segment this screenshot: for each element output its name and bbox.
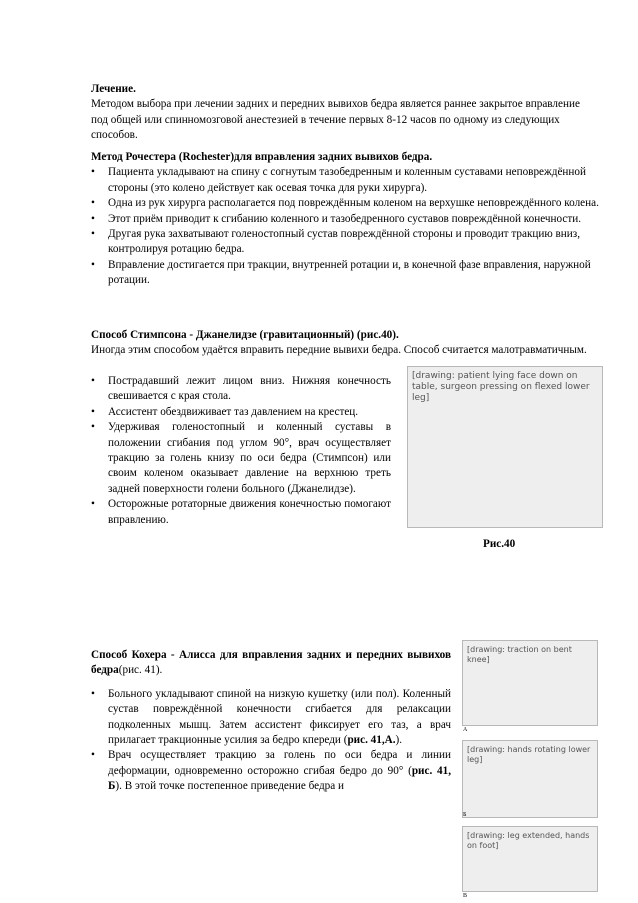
kocher-item2-text: Врач осуществляет тракцию за голень по оси бедра и линии деформации, одновременно осторожно сгибая бедро до 90° (	[108, 749, 451, 777]
treatment-section	[91, 82, 599, 144]
list-item: • Пациента укладывают на спину с согнутым тазобедренным и коленным суставами неповреждённой стороны (это колено действует как осевая точка для руки хирурга).	[91, 165, 599, 196]
stimson-heading: Способ Стимпсона - Джанелидзе (гравитационный) (рис.40).	[91, 329, 399, 341]
kocher-heading-line	[91, 648, 451, 679]
figure-40-caption: Рис.40	[483, 538, 516, 550]
list-item: • Удерживая голеностопный и коленный суставы в положении сгибания под углом 90°, врач осуществляет тракцию за голень книзу по оси бедра (Стимпсон) или своим коленом оказывает давление на верхнюю треть задней поверхности голени больного (Джанелидзе).	[91, 420, 391, 497]
kocher-heading-ref-open: (рис. 41	[118, 664, 156, 677]
figure-41v-placeholder: [drawing: leg extended, hands on foot]	[462, 826, 598, 892]
kocher-item1-text: Больного укладывают спиной на низкую кушетку (или пол). Коленный сустав повреждённой конечности сгибается для релаксации подколенных мышц. Затем ассистент фиксирует его таз, а врач прилагает тракционные усилия за бедро кпереди (	[108, 687, 451, 747]
stimson-intro: Иногда этим способом удаётся вправить передние вывихи бедра. Способ считается малотравматичным.	[91, 344, 587, 357]
figure-41a-placeholder: [drawing: traction on bent knee]	[462, 640, 598, 726]
kocher-item2-ref: рис. 41, Б	[108, 764, 451, 793]
list-item	[91, 687, 451, 749]
kocher-section	[91, 648, 451, 795]
figure-41-letter-v: В	[463, 893, 468, 899]
list-item: • Другая рука захватывают голеностопный сустав повреждённой стороны и проводит тракцию вниз, контролируя ротацию бедра.	[91, 227, 599, 258]
rochester-list	[91, 165, 599, 288]
list-item: • Одна из рук хирурга располагается под повреждённым коленом на верхушке неповреждённого колена.	[91, 196, 599, 211]
list-item: • Ассистент обездвиживает таз давлением на крестец.	[91, 405, 391, 420]
rochester-heading: Метод Рочестера (Rochester)для вправления задних вывихов бедра.	[91, 151, 433, 163]
stimson-list	[91, 374, 391, 528]
stimson-section	[91, 328, 599, 359]
list-item	[91, 748, 451, 794]
rochester-section	[91, 150, 599, 289]
list-item: • Этот приём приводит к сгибанию коленного и тазобедренного суставов повреждённой конечности.	[91, 212, 599, 227]
list-item: • Пострадавший лежит лицом вниз. Нижняя конечность свешивается с края стола.	[91, 374, 391, 405]
kocher-list	[91, 687, 451, 795]
kocher-heading: Способ Кохера - Алисса для вправления задних и передних вывихов бедра	[91, 649, 451, 677]
kocher-item1-end: ).	[395, 734, 403, 747]
figure-41b-placeholder: [drawing: hands rotating lower leg]	[462, 740, 598, 818]
figure-41-letter-b: Б	[463, 812, 467, 818]
treatment-paragraph: Методом выбора при лечении задних и передних вывихов бедра является раннее закрытое вправление под общей или спинномозговой анестезией в течение первых 8-12 часов по одному из следующих способов.	[91, 98, 580, 142]
treatment-heading: Лечение.	[91, 83, 136, 95]
list-item: • Осторожные ротаторные движения конечностью помогают вправлению.	[91, 497, 391, 528]
figure-41-letter-a: А	[463, 727, 468, 733]
list-item: • Вправление достигается при тракции, внутренней ротации и, в конечной фазе вправления, наружной ротации.	[91, 258, 599, 289]
figure-40-placeholder: [drawing: patient lying face down on table, surgeon pressing on flexed lower leg]	[407, 366, 603, 528]
kocher-item2-end: ). В этой точке постепенное приведение бедра и	[115, 780, 344, 793]
stimson-list-wrap	[91, 374, 391, 528]
kocher-item1-ref: рис. 41,А.	[347, 734, 396, 747]
kocher-heading-ref-close: ).	[155, 664, 163, 677]
